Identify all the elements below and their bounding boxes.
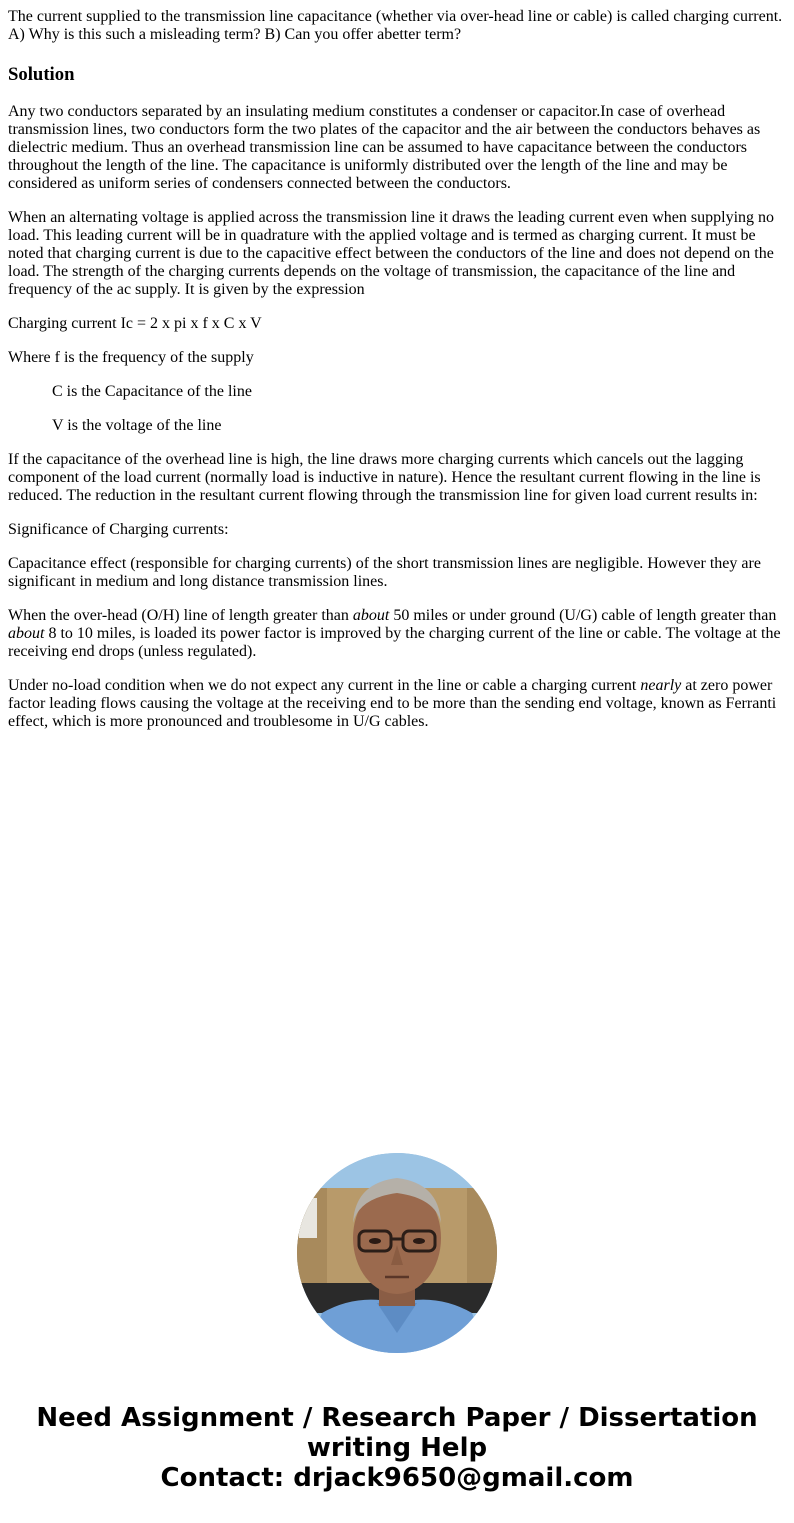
- promo-contact: Contact: drjack9650@gmail.com: [160, 1463, 634, 1493]
- formula-where-c: C is the Capacitance of the line: [52, 383, 252, 400]
- emphasis-nearly: nearly: [640, 677, 682, 694]
- avatar: [297, 1153, 497, 1353]
- paragraph-charging-current: When an alternating voltage is applied across the transmission line it draws the leading current even when supplying no load. This leading current will be in quadrature with the applied voltage and is termed as charging current. It must be noted that charging current is due to the capacitive effect between the conductors of the line and does not depend on the load. The strength of the charging currents depends on the voltage of transmission, the capacitance of the line and frequency of the ac supply. It is given by the expression: [8, 209, 775, 298]
- solution-heading: Solution: [8, 64, 75, 85]
- formula-where-f: Where f is the frequency of the supply: [8, 349, 254, 366]
- formula-charging-current: Charging current Ic = 2 x pi x f x C x V: [8, 315, 262, 332]
- text-segment: When the over-head (O/H) line of length greater than: [8, 607, 353, 624]
- emphasis-about: about: [352, 607, 390, 624]
- text-segment: 50 miles or under ground (U/G) cable of length greater than: [389, 607, 777, 624]
- text-segment: Under no-load condition when we do not expect any current in the line or cable a charging current: [8, 677, 641, 694]
- paragraph-high-capacitance: If the capacitance of the overhead line is high, the line draws more charging currents which cancels out the lagging component of the load current (normally load is inductive in nature). Hence the resultant current flowing in the line is reduced. The reduction in the resultant current flowing through the transmission line for given load current results in:: [8, 451, 761, 504]
- promo-line-1: Need Assignment / Research Paper / Dissertation: [36, 1403, 758, 1433]
- text-segment: 8 to 10 miles, is loaded its power factor is improved by the charging current of the line or cable. The voltage at the receiving end drops (unless regulated).: [8, 625, 781, 660]
- person-portrait-icon: [297, 1153, 497, 1353]
- promo-line-2: writing Help: [306, 1433, 488, 1463]
- paragraph-ferranti-effect: [8, 677, 786, 731]
- promo-banner: [0, 1403, 794, 1493]
- document-body: [0, 0, 794, 731]
- formula-where-v: V is the voltage of the line: [52, 417, 222, 434]
- significance-label: Significance of Charging currents:: [8, 521, 229, 538]
- paragraph-capacitor-intro: Any two conductors separated by an insulating medium constitutes a condenser or capacitor.In case of overhead transmission lines, two conductors form the two plates of the capacitor and the air between the conductors behaves as dielectric medium. Thus an overhead transmission line can be assumed to have capacitance between the conductors throughout the length of the line. The capacitance is uniformly distributed over the length of the line and may be considered as uniform series of condensers connected between the conductors.: [8, 103, 761, 192]
- paragraph-capacitance-effect: Capacitance effect (responsible for charging currents) of the short transmission lines are negligible. However they are significant in medium and long distance transmission lines.: [8, 555, 761, 590]
- paragraph-power-factor: [8, 607, 786, 661]
- emphasis-about: about: [8, 625, 45, 642]
- text-segment: at zero power factor leading flows causing the voltage at the receiving end to be more than the sending end voltage, known as Ferranti effect, which is more pronounced and troublesome in U/G cables.: [8, 677, 777, 730]
- question-text: The current supplied to the transmission line capacitance (whether via over-head line or cable) is called charging current. A) Why is this such a misleading term? B) Can you offer abetter term?: [8, 8, 783, 43]
